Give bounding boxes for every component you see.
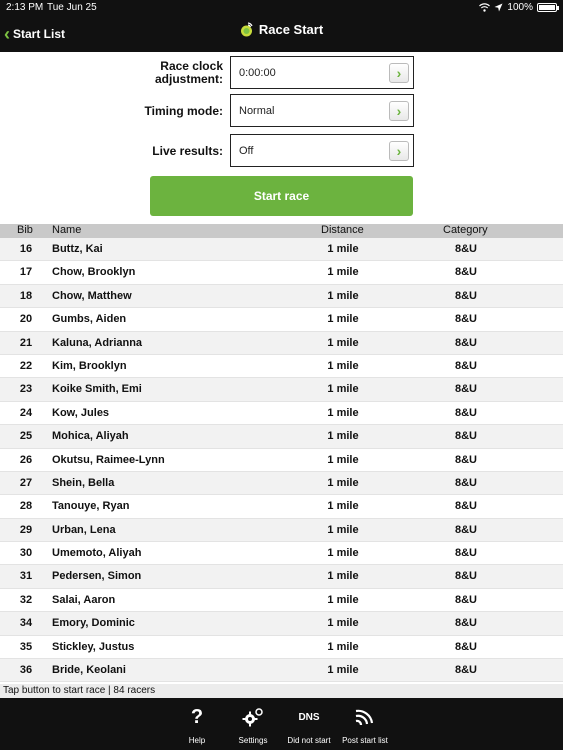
row-category: 8&U bbox=[454, 593, 477, 606]
settings-label: Settings bbox=[238, 736, 268, 745]
row-bib: 21 bbox=[19, 336, 33, 349]
row-category: 8&U bbox=[454, 640, 477, 653]
row-distance: 1 mile bbox=[327, 430, 359, 443]
table-row[interactable] bbox=[0, 332, 563, 355]
row-name: Salai, Aaron bbox=[52, 593, 116, 606]
table-row[interactable] bbox=[0, 519, 563, 542]
column-name[interactable]: Name bbox=[52, 224, 82, 236]
table-row[interactable] bbox=[0, 589, 563, 612]
row-category: 8&U bbox=[454, 383, 477, 396]
row-name: Kow, Jules bbox=[52, 406, 110, 419]
row-category: 8&U bbox=[454, 547, 477, 560]
table-row[interactable] bbox=[0, 425, 563, 448]
help-button[interactable] bbox=[167, 704, 227, 745]
row-name: Emory, Dominic bbox=[52, 617, 135, 630]
row-category: 8&U bbox=[454, 453, 477, 466]
table-header bbox=[0, 224, 563, 238]
row-name: Okutsu, Raimee-Lynn bbox=[52, 453, 165, 466]
timing-mode-field[interactable] bbox=[230, 94, 414, 127]
row-distance: 1 mile bbox=[327, 383, 359, 396]
table-row[interactable] bbox=[0, 238, 563, 261]
table-row[interactable] bbox=[0, 261, 563, 284]
row-name: Pedersen, Simon bbox=[52, 570, 142, 583]
did-not-start-label: Did not start bbox=[287, 736, 331, 745]
broadcast-icon bbox=[335, 704, 395, 730]
row-bib: 26 bbox=[19, 453, 33, 466]
row-bib: 28 bbox=[19, 500, 33, 513]
row-distance: 1 mile bbox=[327, 593, 359, 606]
table-row[interactable] bbox=[0, 636, 563, 659]
row-bib: 36 bbox=[19, 664, 33, 677]
row-distance: 1 mile bbox=[327, 336, 359, 349]
page-title: Race Start bbox=[258, 22, 324, 37]
row-category: 8&U bbox=[454, 289, 477, 302]
start-race-button[interactable]: Start race bbox=[150, 176, 413, 216]
status-message: Tap button to start race | 84 racers bbox=[0, 684, 563, 698]
table-row[interactable] bbox=[0, 285, 563, 308]
table-row[interactable] bbox=[0, 449, 563, 472]
table-row[interactable] bbox=[0, 612, 563, 635]
row-bib: 17 bbox=[19, 266, 33, 279]
row-bib: 35 bbox=[19, 640, 33, 653]
clock-label-line2: adjustment: bbox=[154, 72, 223, 86]
row-name: Gumbs, Aiden bbox=[52, 313, 127, 326]
timing-mode-row bbox=[0, 94, 563, 128]
stopwatch-logo-icon bbox=[240, 22, 253, 37]
table-row[interactable] bbox=[0, 308, 563, 331]
row-name: Umemoto, Aliyah bbox=[52, 547, 142, 560]
live-results-value: Off bbox=[239, 145, 254, 157]
row-name: Shein, Bella bbox=[52, 476, 115, 489]
row-distance: 1 mile bbox=[327, 523, 359, 536]
row-name: Stickley, Justus bbox=[52, 640, 135, 653]
row-name: Mohica, Aliyah bbox=[52, 430, 129, 443]
row-bib: 27 bbox=[19, 476, 33, 489]
row-distance: 1 mile bbox=[327, 406, 359, 419]
live-results-row bbox=[0, 134, 563, 168]
row-distance: 1 mile bbox=[327, 266, 359, 279]
post-start-list-button[interactable] bbox=[335, 704, 395, 745]
timing-mode-label: Timing mode: bbox=[144, 104, 223, 118]
clock-adjustment-label bbox=[155, 60, 223, 86]
table-row[interactable] bbox=[0, 378, 563, 401]
row-category: 8&U bbox=[454, 313, 477, 326]
status-time: 2:13 PM bbox=[6, 2, 44, 13]
row-category: 8&U bbox=[454, 617, 477, 630]
row-category: 8&U bbox=[454, 430, 477, 443]
row-category: 8&U bbox=[454, 570, 477, 583]
row-distance: 1 mile bbox=[327, 617, 359, 630]
row-distance: 1 mile bbox=[327, 313, 359, 326]
table-row[interactable] bbox=[0, 355, 563, 378]
title-group bbox=[0, 22, 563, 37]
live-results-field[interactable] bbox=[230, 134, 414, 167]
row-bib: 20 bbox=[19, 313, 33, 326]
row-name: Kim, Brooklyn bbox=[52, 359, 127, 372]
status-indicators bbox=[479, 2, 557, 13]
bottom-toolbar bbox=[0, 698, 563, 750]
row-category: 8&U bbox=[454, 243, 477, 255]
row-bib: 16 bbox=[19, 243, 33, 255]
clock-label-line1: Race clock bbox=[160, 59, 223, 73]
dns-icon: DNS bbox=[298, 711, 320, 723]
row-name: Urban, Lena bbox=[52, 523, 116, 536]
row-distance: 1 mile bbox=[327, 570, 359, 583]
chevron-left-icon: ‹ bbox=[4, 24, 10, 44]
settings-button[interactable] bbox=[223, 704, 283, 745]
battery-percent: 100% bbox=[507, 2, 533, 13]
table-row[interactable] bbox=[0, 565, 563, 588]
clock-adjustment-value: 0:00:00 bbox=[239, 67, 276, 79]
row-category: 8&U bbox=[454, 500, 477, 513]
racer-list bbox=[0, 238, 563, 682]
row-distance: 1 mile bbox=[327, 243, 359, 255]
row-category: 8&U bbox=[454, 523, 477, 536]
post-start-list-label: Post start list bbox=[342, 736, 388, 745]
live-results-label: Live results: bbox=[152, 144, 223, 158]
row-category: 8&U bbox=[454, 664, 477, 677]
status-date: Tue Jun 25 bbox=[47, 2, 97, 13]
row-name: Kaluna, Adrianna bbox=[52, 336, 143, 349]
battery-icon bbox=[537, 3, 557, 12]
row-distance: 1 mile bbox=[327, 359, 359, 372]
row-name: Chow, Matthew bbox=[52, 289, 132, 302]
row-distance: 1 mile bbox=[327, 289, 359, 302]
row-distance: 1 mile bbox=[327, 476, 359, 489]
row-bib: 31 bbox=[19, 570, 33, 583]
row-bib: 29 bbox=[19, 523, 33, 536]
row-bib: 30 bbox=[19, 547, 33, 560]
row-distance: 1 mile bbox=[327, 547, 359, 560]
column-distance[interactable]: Distance bbox=[321, 224, 364, 236]
row-name: Chow, Brooklyn bbox=[52, 266, 136, 279]
gears-icon bbox=[223, 704, 283, 730]
question-mark-icon: ? bbox=[190, 705, 204, 728]
row-bib: 23 bbox=[19, 383, 33, 396]
row-bib: 32 bbox=[19, 593, 33, 606]
table-row[interactable] bbox=[0, 542, 563, 565]
row-name: Tanouye, Ryan bbox=[52, 500, 130, 513]
row-name: Koike Smith, Emi bbox=[52, 383, 142, 396]
row-bib: 22 bbox=[19, 359, 33, 372]
row-distance: 1 mile bbox=[327, 640, 359, 653]
row-bib: 34 bbox=[19, 617, 33, 630]
row-category: 8&U bbox=[454, 266, 477, 279]
row-category: 8&U bbox=[454, 336, 477, 349]
row-category: 8&U bbox=[454, 406, 477, 419]
row-bib: 25 bbox=[19, 430, 33, 443]
chevron-right-icon[interactable]: › bbox=[389, 63, 409, 83]
location-arrow-icon bbox=[494, 3, 503, 12]
clock-adjustment-row bbox=[0, 56, 563, 90]
row-category: 8&U bbox=[454, 359, 477, 372]
row-name: Bride, Keolani bbox=[52, 664, 126, 677]
table-row[interactable] bbox=[0, 402, 563, 425]
back-button-label: Start List bbox=[13, 27, 66, 41]
row-category: 8&U bbox=[454, 476, 477, 489]
row-distance: 1 mile bbox=[327, 664, 359, 677]
chevron-right-icon[interactable]: › bbox=[389, 141, 409, 161]
row-name: Buttz, Kai bbox=[52, 243, 103, 255]
timing-mode-value: Normal bbox=[239, 105, 275, 117]
row-distance: 1 mile bbox=[327, 500, 359, 513]
wifi-icon bbox=[479, 3, 490, 12]
row-bib: 24 bbox=[19, 406, 33, 419]
clock-adjustment-field[interactable] bbox=[230, 56, 414, 89]
chevron-right-icon[interactable]: › bbox=[389, 101, 409, 121]
table-row[interactable] bbox=[0, 659, 563, 682]
did-not-start-button[interactable] bbox=[279, 704, 339, 745]
row-bib: 18 bbox=[19, 289, 33, 302]
help-label: Help bbox=[188, 736, 206, 745]
column-bib[interactable]: Bib bbox=[17, 224, 33, 236]
row-distance: 1 mile bbox=[327, 453, 359, 466]
column-category[interactable]: Category bbox=[443, 224, 488, 236]
table-row[interactable] bbox=[0, 472, 563, 495]
table-row[interactable] bbox=[0, 495, 563, 518]
top-bar bbox=[0, 0, 563, 52]
